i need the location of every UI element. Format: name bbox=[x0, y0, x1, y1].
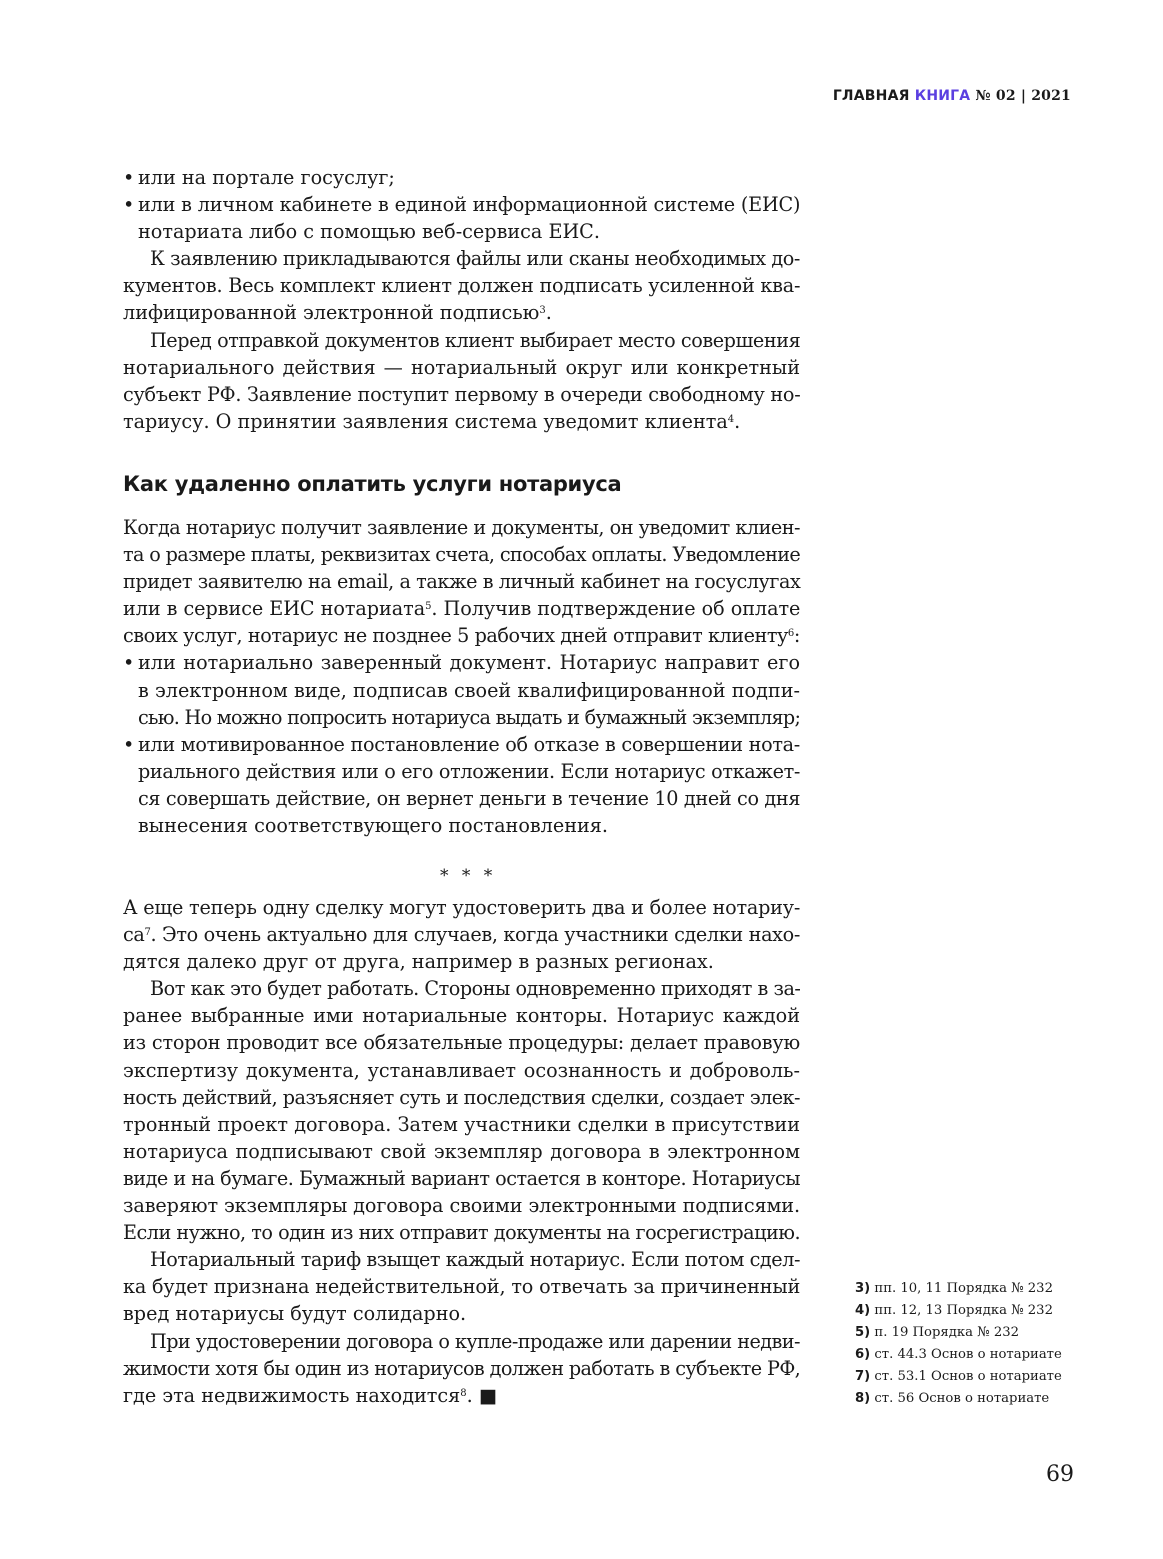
text-line bbox=[123, 541, 800, 568]
line-text: экспертизу документа, устанавливает осознанность и доброволь- bbox=[123, 1058, 800, 1082]
text-line bbox=[123, 1382, 800, 1409]
text-line bbox=[123, 1111, 800, 1138]
issue-number: № 02 | 2021 bbox=[975, 88, 1071, 104]
text-line bbox=[138, 704, 800, 731]
text-line bbox=[123, 354, 800, 381]
paragraph bbox=[123, 975, 800, 1246]
text-line bbox=[123, 1029, 800, 1056]
line-text: Перед отправкой документов клиент выбирает место совершения bbox=[150, 328, 801, 352]
line-text: жимости хотя бы один из нотариусов должен работать в субъекте РФ, bbox=[123, 1356, 801, 1380]
text-line bbox=[123, 948, 800, 975]
text-line bbox=[138, 191, 800, 218]
text-line bbox=[123, 1355, 800, 1382]
line-text: вынесения соответствующего постановления. bbox=[138, 814, 609, 838]
paragraph bbox=[123, 514, 800, 649]
footnote-ref: 4 bbox=[727, 413, 735, 425]
footnotes bbox=[855, 1278, 1062, 1409]
body-section-1 bbox=[123, 164, 800, 435]
line-text: виде и на бумаге. Бумажный вариант остается в конторе. Нотариусы bbox=[123, 1166, 800, 1190]
line-text: или в личном кабинете в единой информационной системе (ЕИС) bbox=[138, 193, 801, 217]
footnote-ref: 8 bbox=[460, 1387, 467, 1399]
text-line bbox=[123, 1192, 800, 1219]
line-text: где эта недвижимость находится bbox=[123, 1383, 461, 1407]
brand-word-2: КНИГА bbox=[914, 88, 971, 104]
line-tail: : bbox=[793, 624, 800, 648]
line-text: нотариата либо с помощью веб-сервиса ЕИС. bbox=[138, 220, 600, 244]
footnote-text: ст. 56 Основ о нотариате bbox=[874, 1390, 1050, 1406]
footnote bbox=[855, 1388, 1062, 1410]
text-line bbox=[123, 1165, 800, 1192]
footnote bbox=[855, 1322, 1062, 1344]
body-section-2 bbox=[123, 514, 800, 839]
line-text: или на портале госуслуг; bbox=[138, 166, 395, 189]
line-tail: . ■ bbox=[466, 1383, 497, 1407]
text-line bbox=[138, 731, 800, 758]
text-line bbox=[138, 677, 800, 704]
paragraph bbox=[123, 327, 800, 435]
line-tail: . Получив подтверждение об оплате bbox=[431, 597, 801, 621]
line-text: ранее выбранные ими нотариальные конторы. Нотариус каждой bbox=[123, 1004, 800, 1028]
paragraph bbox=[123, 245, 800, 326]
section-separator: * * * bbox=[440, 866, 497, 886]
text-line bbox=[123, 245, 800, 272]
text-line bbox=[123, 622, 800, 649]
bullet-icon: • bbox=[123, 651, 135, 675]
text-line bbox=[123, 299, 800, 326]
line-text: тариусу. О принятии заявления система уведомит клиента bbox=[123, 409, 728, 433]
text-line bbox=[123, 1084, 800, 1111]
text-line bbox=[123, 327, 800, 354]
line-text: Нотариальный тариф взыщет каждый нотариус. Если потом сдел- bbox=[150, 1248, 800, 1272]
footnote-text: п. 19 Порядка № 232 bbox=[874, 1324, 1020, 1340]
line-text: са bbox=[123, 923, 145, 947]
line-tail: . bbox=[734, 409, 741, 433]
line-text: ка будет признана недействительной, то отвечать за причиненный bbox=[123, 1275, 801, 1299]
footnote-number: 4) bbox=[855, 1302, 871, 1318]
bullet-item bbox=[123, 191, 800, 245]
text-line bbox=[123, 975, 800, 1002]
text-line bbox=[138, 785, 800, 812]
text-line bbox=[123, 1219, 800, 1246]
line-text: тронный проект договора. Затем участники сделки в присутствии bbox=[123, 1112, 800, 1136]
text-line bbox=[123, 921, 800, 948]
text-line bbox=[123, 894, 800, 921]
line-text: нотариуса подписывают свой экземпляр договора в электронном bbox=[123, 1139, 800, 1163]
text-line bbox=[123, 408, 800, 435]
footnote-number: 7) bbox=[855, 1368, 871, 1384]
text-line bbox=[123, 514, 800, 541]
footnote-text: ст. 53.1 Основ о нотариате bbox=[874, 1368, 1062, 1384]
text-line bbox=[138, 218, 800, 245]
text-line bbox=[123, 1273, 800, 1300]
text-line bbox=[123, 1246, 800, 1273]
page-number: 69 bbox=[1046, 1462, 1074, 1487]
line-text: ность действий, разъясняет суть и последствия сделки, создает элек- bbox=[123, 1085, 800, 1109]
running-header bbox=[833, 88, 1071, 104]
footnote-number: 6) bbox=[855, 1346, 871, 1362]
line-text: придет заявителю на email, а также в личный кабинет на госуслугах bbox=[123, 570, 801, 594]
bullet-item bbox=[123, 731, 800, 839]
line-text: лифицированной электронной подписью bbox=[123, 301, 540, 325]
paragraph bbox=[123, 1246, 800, 1327]
footnote-number: 5) bbox=[855, 1324, 871, 1340]
bullet-icon: • bbox=[123, 193, 135, 217]
text-line bbox=[123, 1328, 800, 1355]
line-text: риального действия или о его отложении. Если нотариус откажет- bbox=[138, 759, 800, 783]
line-text: Вот как это будет работать. Стороны одновременно приходят в за- bbox=[150, 977, 801, 1001]
text-line bbox=[138, 649, 800, 676]
footnote bbox=[855, 1366, 1062, 1388]
text-line bbox=[123, 568, 800, 595]
footnote bbox=[855, 1300, 1062, 1322]
section-heading: Как удаленно оплатить услуги нотариуса bbox=[123, 472, 622, 496]
text-line bbox=[138, 758, 800, 785]
line-text: или нотариально заверенный документ. Нотариус направит его bbox=[138, 651, 800, 675]
text-line bbox=[123, 381, 800, 408]
brand-word-1: ГЛАВНАЯ bbox=[832, 88, 910, 104]
line-text: или в сервисе ЕИС нотариата bbox=[123, 597, 426, 621]
footnote-ref: 5 bbox=[425, 601, 432, 613]
footnote-text: пп. 12, 13 Порядка № 232 bbox=[874, 1302, 1053, 1318]
line-text: вред нотариусы будут солидарно. bbox=[123, 1302, 467, 1326]
text-line bbox=[138, 164, 800, 191]
line-text: субъект РФ. Заявление поступит первому в очереди свободному но- bbox=[123, 382, 801, 406]
footnote bbox=[855, 1278, 1062, 1300]
bullet-icon: • bbox=[123, 166, 135, 189]
line-text: нотариального действия — нотариальный округ или конкретный bbox=[123, 355, 800, 379]
line-text: ся совершать действие, он вернет деньги в течение 10 дней со дня bbox=[138, 786, 801, 810]
footnote-number: 3) bbox=[855, 1281, 871, 1296]
text-line bbox=[123, 1002, 800, 1029]
bullet-icon: • bbox=[123, 732, 135, 756]
paragraph bbox=[123, 1328, 800, 1409]
line-text: своих услуг, нотариус не позднее 5 рабочих дней отправит клиенту bbox=[123, 624, 788, 648]
line-text: или мотивированное постановление об отказе в совершении нота- bbox=[138, 732, 800, 756]
footnote-number: 8) bbox=[855, 1390, 871, 1406]
footnote-text: пп. 10, 11 Порядка № 232 bbox=[874, 1281, 1053, 1296]
text-line bbox=[123, 1057, 800, 1084]
line-text: заверяют экземпляры договора своими электронными подписями. bbox=[123, 1194, 800, 1218]
line-tail: . Это очень актуально для случаев, когда участники сделки нахо- bbox=[150, 923, 800, 947]
line-text: А еще теперь одну сделку могут удостоверить два и более нотариу- bbox=[123, 896, 801, 919]
line-text: кументов. Весь комплект клиент должен подписать усиленной ква- bbox=[123, 274, 801, 298]
line-text: При удостоверении договора о купле-продаже или дарении недви- bbox=[150, 1329, 800, 1353]
footnote bbox=[855, 1344, 1062, 1366]
line-text: дятся далеко друг от друга, например в разных регионах. bbox=[123, 950, 714, 974]
body-section-3 bbox=[123, 894, 800, 1409]
line-text: в электронном виде, подписав своей квалифицированной подпи- bbox=[138, 678, 800, 702]
text-line bbox=[123, 1138, 800, 1165]
text-line bbox=[123, 1300, 800, 1327]
paragraph bbox=[123, 894, 800, 975]
footnote-text: ст. 44.3 Основ о нотариате bbox=[874, 1346, 1062, 1362]
bullet-item bbox=[123, 164, 800, 191]
line-text: та о размере платы, реквизитах счета, способах оплаты. Уведомление bbox=[123, 543, 801, 567]
footnote-ref: 3 bbox=[539, 305, 546, 317]
line-tail: . bbox=[545, 301, 552, 325]
line-text: сью. Но можно попросить нотариуса выдать и бумажный экземпляр; bbox=[138, 705, 801, 729]
footnote-ref: 7 bbox=[144, 927, 151, 939]
line-text: К заявлению прикладываются файлы или сканы необходимых до- bbox=[150, 247, 800, 271]
bullet-item bbox=[123, 649, 800, 730]
text-line bbox=[123, 595, 800, 622]
text-line bbox=[123, 272, 800, 299]
footnote-ref: 6 bbox=[787, 628, 794, 640]
line-text: Когда нотариус получит заявление и документы, он уведомит клиен- bbox=[123, 516, 800, 539]
line-text: из сторон проводит все обязательные процедуры: делает правовую bbox=[123, 1031, 800, 1055]
line-text: Если нужно, то один из них отправит документы на госрегистрацию. bbox=[123, 1221, 801, 1245]
text-line bbox=[138, 812, 800, 839]
